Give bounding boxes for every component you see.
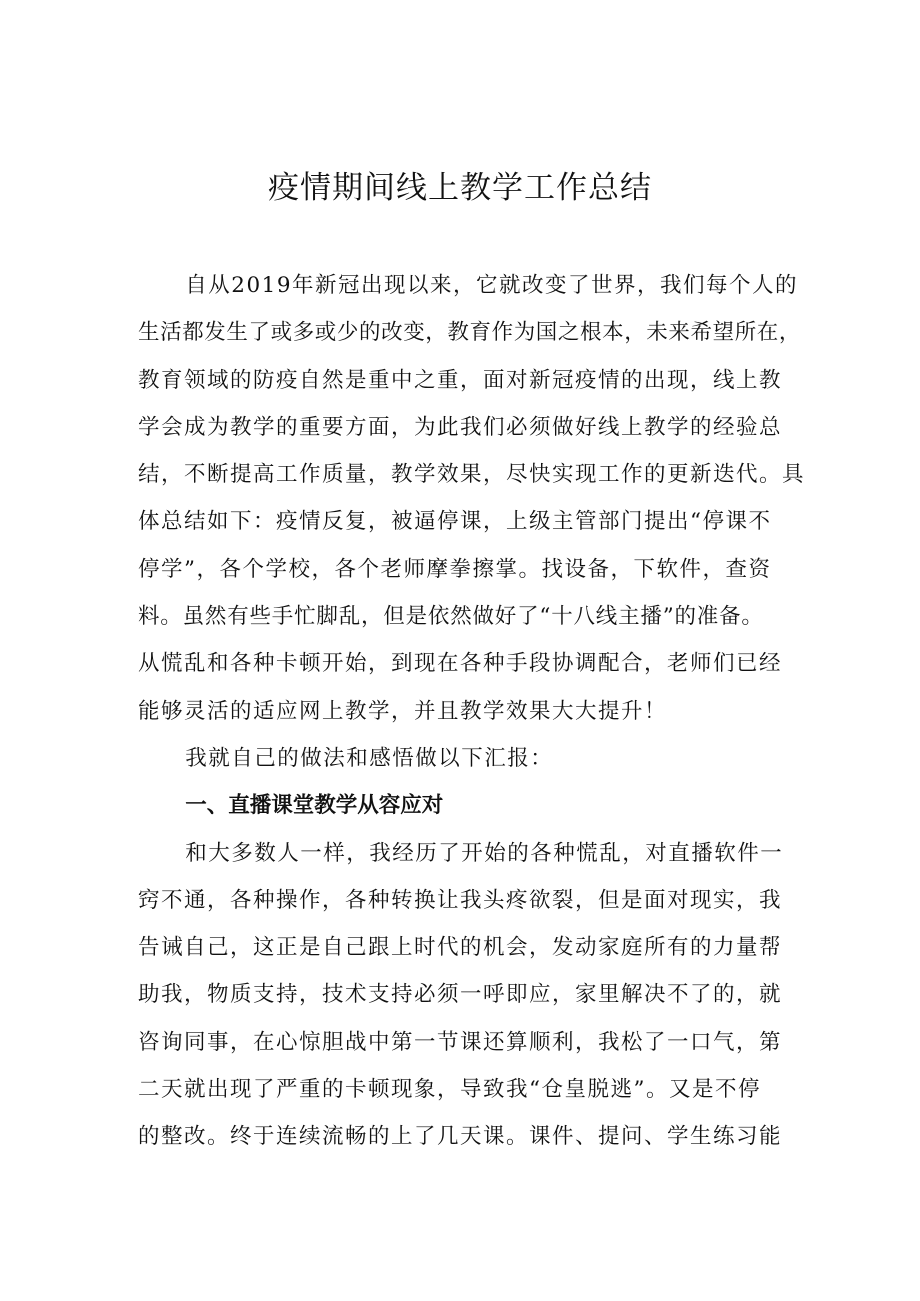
paragraph-report-intro [138, 735, 798, 782]
text-line: 料。虽然有些手忙脚乱，但是依然做好了“十八线主播”的准备。 [138, 604, 764, 630]
text-line: 学会成为教学的重要方面，为此我们必须做好线上教学的经验总 [138, 414, 783, 440]
text-line: 自从2019年新冠出现以来，它就改变了世界，我们每个人的 [185, 273, 799, 298]
section-heading: 一、直播课堂教学从容应对 [185, 793, 444, 819]
text-line: 和大多数人一样，我经历了开始的各种慌乱，对直播软件一 [185, 840, 784, 866]
text-line: 生活都发生了或多或少的改变，教育作为国之根本，未来希望所在， [138, 320, 802, 346]
document-title: 疫情期间线上教学工作总结 [268, 170, 652, 206]
text-line: 的整改。终于连续流畅的上了几天课。课件、提问、学生练习能 [138, 1124, 783, 1150]
text-line: 从慌乱和各种卡顿开始，到现在各种手段协调配合，老师们已经 [138, 651, 783, 677]
text-line: 体总结如下：疫情反复，被逼停课，上级主管部门提出“停课不 [138, 509, 772, 535]
text-line: 能够灵活的适应网上教学，并且教学效果大大提升！ [138, 698, 668, 724]
text-line: 结，不断提高工作质量，教学效果，尽快实现工作的更新迭代。具 [138, 462, 806, 488]
text-line: 我就自己的做法和感悟做以下汇报： [185, 745, 554, 771]
paragraph-section1 [138, 830, 798, 1161]
text-line: 停学”，各个学校，各个老师摩拳擦掌。找设备，下软件，查资 [138, 556, 772, 582]
text-line: 二天就出现了严重的卡顿现象，导致我“仓皇脱逃”。又是不停 [138, 1077, 761, 1103]
document-body [138, 262, 806, 1161]
text-line: 窍不通，各种操作，各种转换让我头疼欲裂，但是面对现实，我 [138, 887, 783, 913]
text-line: 咨询同事，在心惊胆战中第一节课还算顺利，我松了一口气，第 [138, 1029, 783, 1055]
text-line: 助我，物质支持，技术支持必须一呼即应，家里解决不了的，就 [138, 982, 783, 1008]
text-line: 教育领域的防疫自然是重中之重，面对新冠疫情的出现，线上教 [138, 367, 783, 393]
text-line: 告诫自己，这正是自己跟上时代的机会，发动家庭所有的力量帮 [138, 935, 783, 961]
paragraph-intro [138, 262, 806, 735]
